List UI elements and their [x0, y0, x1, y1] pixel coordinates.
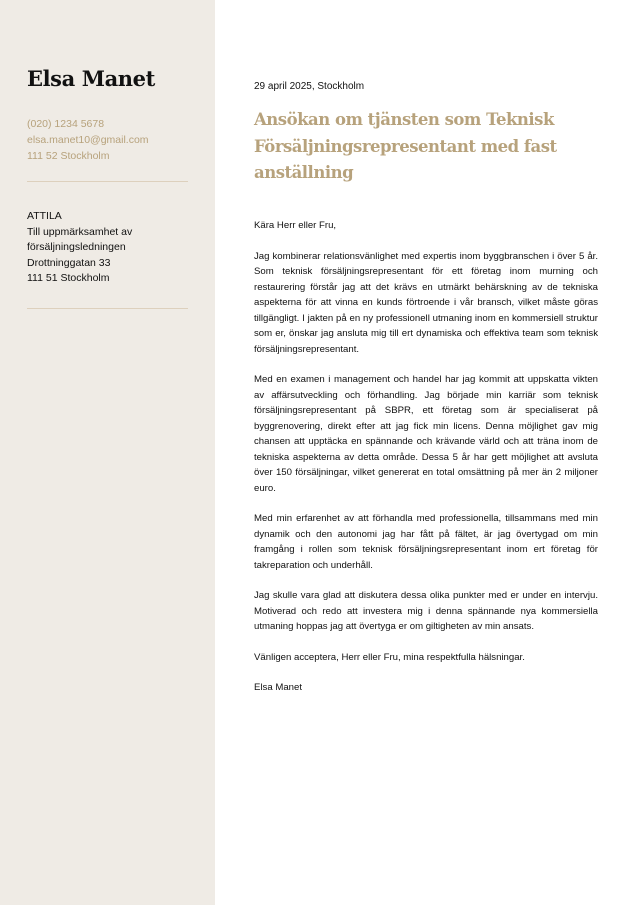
letter-paragraph: Jag kombinerar relationsvänlighet med expertis inom byggbranschen i över 5 år. Som teknisk försäljningsrepresentant för ett företag inom murning och restaurering förstår jag att det krävs en utmärkt behärskning av de tekniska aspekterna för att vinna en kunds förtroende i vår bransch, vilket måste göras tillgängligt. I jakten på en ny professionell utmaning inom en kommersiell struktur som er, önskar jag ansluta mig till ert dynamiska och effektiva team som teknisk försäljningsrepresentant.	[254, 250, 598, 355]
recipient-city: 111 51 Stockholm	[27, 272, 110, 285]
letter-signature: Elsa Manet	[254, 682, 302, 693]
sender-email: elsa.manet10@gmail.com	[27, 134, 149, 146]
recipient-company: ATTILA	[27, 210, 62, 222]
letter-salutation: Kära Herr eller Fru,	[254, 220, 337, 231]
recipient-block	[27, 209, 207, 287]
subject-line: Ansökan om tjänsten som Teknisk	[254, 110, 554, 129]
sender-phone: (020) 1234 5678	[27, 118, 105, 130]
sidebar-divider	[27, 181, 188, 182]
recipient-attention-line: Till uppmärksamhet av	[27, 225, 133, 238]
letter-date: 29 april 2025, Stockholm	[254, 81, 365, 92]
recipient-street: Drottninggatan 33	[27, 256, 111, 269]
subject-line: Försäljningsrepresentant med fast	[254, 136, 557, 156]
letter-subject	[254, 107, 598, 187]
recipient-attention-line: försäljningsledningen	[27, 241, 126, 254]
sender-address: 111 52 Stockholm	[27, 150, 110, 162]
sidebar	[0, 0, 215, 905]
sender-name: Elsa Manet	[27, 66, 155, 91]
sidebar-divider	[27, 308, 188, 309]
letter-body	[254, 218, 598, 696]
letter-closing: Vänligen acceptera, Herr eller Fru, mina respektfulla hälsningar.	[254, 651, 525, 663]
subject-line: anställning	[254, 163, 354, 182]
letter-paragraph: Jag skulle vara glad att diskutera dessa olika punkter med er under en intervju. Motiverad och redo att investera mig i denna spännande nya kommersiella utmaning hoppas jag att övertyga er om giltigheten av min ansats.	[254, 590, 598, 632]
letter-paragraph: Med en examen i management och handel har jag kommit att uppskatta vikten av affärsutveckling och förhandling. Jag började min karriär som teknisk försäljningsrepresentant på SBPR, ett företag som är specialiserat på byggrenovering, direkt efter att jag fick min licens. Denna möjlighet gav mig chansen att upptäcka en spännande och krävande värld och att träna inom de tekniska aspekterna av detta område. Dessa 5 år har gett möjlighet att avsluta över 150 försäljningar, vilket genererat en total omsättning på mer än 2 miljoner euro.	[254, 374, 598, 494]
letter-paragraph: Med min erfarenhet av att förhandla med professionella, tillsammans med min dynamik och den autonomi jag har fått på fältet, är jag övertygad om min framgång i rollen som teknisk försäljningsrepresentant inom ert företag för takreparation och underhåll.	[254, 513, 598, 571]
sender-contact	[27, 116, 207, 164]
